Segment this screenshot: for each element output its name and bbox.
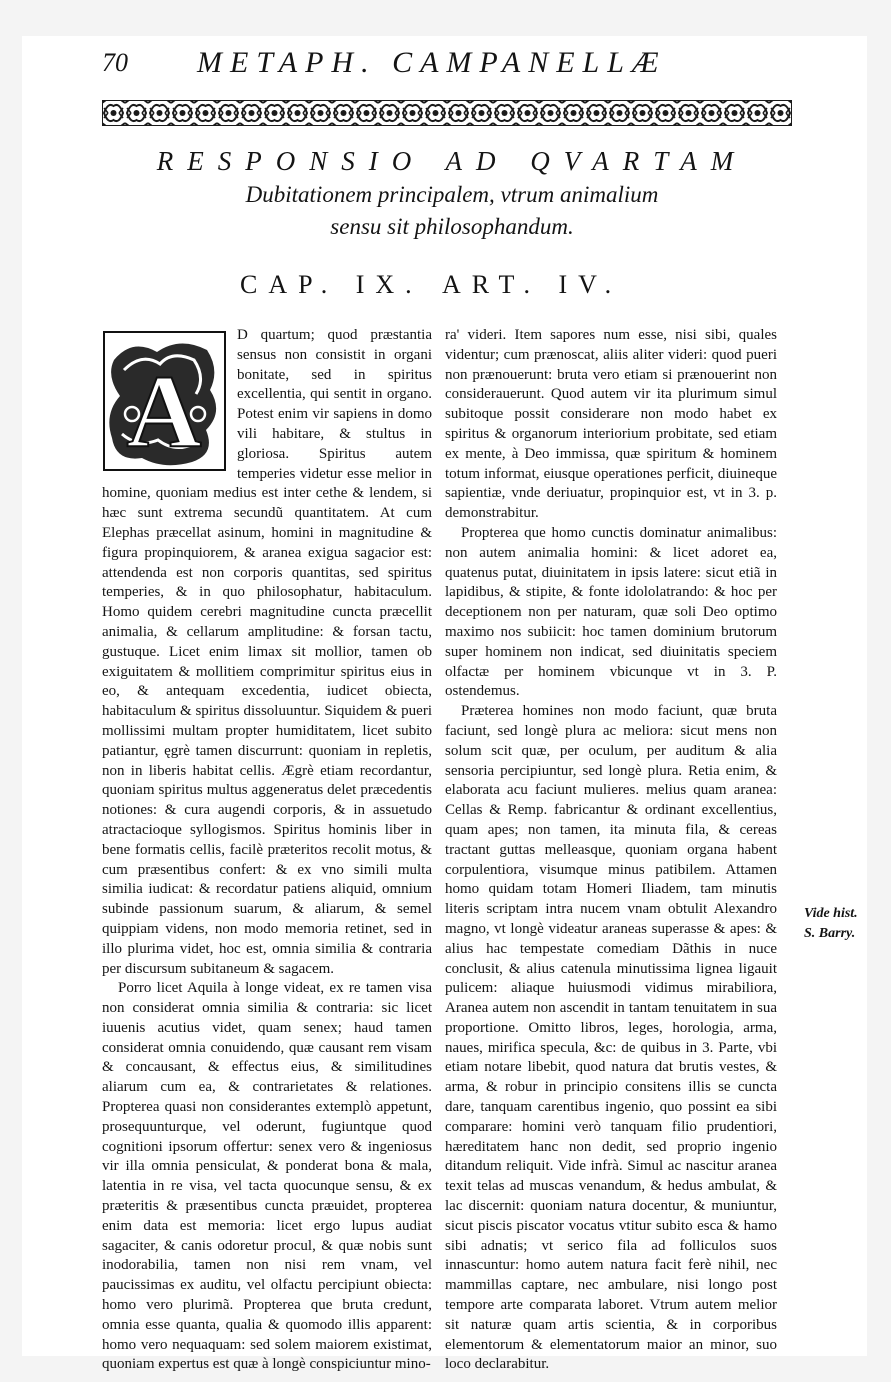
margin-note-line-2: S. Barry.	[804, 926, 856, 941]
initial-letter: A	[126, 354, 202, 469]
margin-note-line-1: Vide hist.	[804, 906, 858, 921]
section-title: RESPONSIO AD QVARTAM	[156, 146, 748, 176]
article-label: ART. IV.	[442, 270, 623, 299]
section-subtitle-line-2: sensu sit philosophandum.	[330, 214, 574, 239]
ornament-band	[102, 100, 792, 126]
left-paragraph-2: Porro licet Aquila à longe videat, ex re tamen visa non considerat omnia similia & contraria: sic licet iuuenis acutius videt, quam senex; haud tamen considerat omnia conuidendo, quæ causant rem visam & concausant, & effectus eius, & similitudines aliarum cum ea, & contrarietates & relationes. Propterea quasi non considerantes extemplò appetunt, prosequunturque, vel oderunt, fugiuntque quod cognitioni ipsorum offertur: senex vero & ingeniosus vir illa omnia pensiculat, & ponderat bona & mala, latentia in re visa, vel tacta quocunque sensu, & ex præteritis & præsentibus cuncta præuidet, propterea enim data est memoria: licet ergo lupus audiat sagaciter, & canis odoretur procul, & quæ nobis sunt inodorabilia, tamen non nisi rem vnam, vel paucissimas ex auditu, vel olfactu percipiunt obiecta: homo vero plurimã. Propterea que bruta credunt, omnia esse quanta, qualia & quomodo illis apparent: homo vero nequaquam: sed solem maiorem existimat, quoniam expertus est quæ à longè conspiciuntur mino-	[102, 980, 432, 1373]
right-paragraph-3: Præterea homines non modo faciunt, quæ bruta faciunt, sed longè plura ac meliora: sicut mens non solum scit quæ, per oculum, per auditum & alia sensoria percipiuntur, sed longè plura. Retia enim, & elaborata acu faciunt mulieres. melius quam aranea: Cellas & Remp. fabricantur & ordinant excellentius, quam apes; non tamen, ita minuta fila, & cereas tractant guttas melleasque, quoniam organa habent corpulentiora, visumque minus patibilem. Attamen homo quidam totam Homeri Iliadem, tam minutis literis scriptam intra nucem vnam obtulit Alexandro magno, vt longè videatur araneas superasse & apes: & alius hac tempestate comediam Dãthis in nuce conclusit, & alius catenula minutissima lignea ligauit pulicem: aliaque huiusmodi vidimus mirabiliora, Aranea autem non ascendit in tantam tenuitatem in sua proportione. Omitto libros, leges, horologia, arma, naues, mirifica specula, &c: de quibus in 3. Parte, vbi etiam notare libebit, quod natura dat brutis vestes, & arma, & robur in principio consitens illis se cuncta dare, tanquam carentibus ingenio, quo possint ea sibi comparare: homini verò tanquam filio prudentiori, hæreditatem hanc non dedit, sed proprio ingenio ditandum reliquit. Vide infrà. Simul ac nascitur aranea texit telas ad muscas venandum, & hedus ambulat, & lac discernit: quoniam natura docentur, & muniuntur, sicut piscis piscator vocatus vtitur subito esca & hamo sibi adnatis; vt serico fila ad folliculos suos innascuntur: homo autem natura facit ferè nihil, nec mammillas captare, nec ambulare, nisi longo post tempore arte comparata laboret. Vtrum autem melior sit naturæ quam artis scientia, & in corporibus elementorum & elementatorum maior an minor, suo loco declarabitur.	[445, 703, 777, 1373]
chapter-label: CAP. IX.	[240, 270, 423, 299]
margin-note	[804, 904, 874, 944]
section-subtitle-line-1: Dubitationem principalem, vtrum animalium	[245, 182, 659, 207]
right-paragraph-2: Propterea que homo cunctis dominatur animalibus: non autem animalia homini: & licet adoret ea, quatenus putat, diuinitatem in ipsis latere: sicut etiã in lapidibus, & stipite, & fonte idololatrando: & hoc per deceptionem non per naturam, quæ soli Deo optimo maximo nos subiicit: hoc tamen dominium brutorum super hominem non indicat, sed diuinitatis speciem olfactæ per hominem vbicunque vt in 3. P. ostendemus.	[445, 524, 777, 700]
page-number: 70	[102, 48, 128, 77]
running-head: METAPH. CAMPANELLÆ	[197, 46, 667, 79]
book-page	[22, 36, 867, 1373]
left-text-column	[102, 326, 432, 1373]
right-text-column	[445, 326, 777, 1373]
left-paragraph-1: D quartum; quod præstantia sensus non consistit in organi bonitate, sed in spiritus excellentia, qui sentit in organo. Potest enim vir sapiens in domo vili habitare, & stultus in gloriosa. Spiritus autem temperies videtur esse melior in homine, quoniam medius est inter cethe & lendem, si hæc sunt extrema secundũ quantitatem. At cum Elephas præcellat asinum, homini in magnitudine & figura propinquiorem, & aranea exigua sagacior est: attendenda est non corporis quantitas, sed spiritus temperies, & in quo philosophatur, habitaculum. Homo quidem cerebri magnitudine cuncta præcellit animalia, & cellarum amplitudine: & forsan tactu, gustuque. Licet enim limax sit mollior, tamen ob exiguitatem & mollitiem comprimitur spiritus eius in eo, & antequam excedentia, iudicet obiecta, habitaculum & spiritus dissoluuntur. Siquidem & pueri mollissimi multam propter humiditatem, licet subito patiantur, ęgrè tamen discurrunt: quoniam in repletis, non in liberis habitat cellis. Ægrè etiam recordantur, quoniam spiritus multus aggeneratus delet præcedentis notiones: & cura augendi corporis, & in assuetudo atractacioque syllogismos. Spiritus hominis liber in bene formatis cellis, facilè præteritos recolit motus, & cum præsentibus confert: & ex vno simili multa similia iudicat: & recordatur patiens aliquid, omnium subinde passionum suarum, & aliarum, & semel quippiam videns, non modo memoria retinet, sed in illo plurima videt, hoc est, omnia similia & contraria per discursum subitaneum & sagacem.	[102, 327, 432, 977]
right-paragraph-1: ra' videri. Item sapores num esse, nisi sibi, quales videntur; cum prænoscat, aliis aliter videri: quod pueri non prænouerunt: bruta vero etiam si prænouerint non considerauerunt. Quod autem vir ita plurimum simul subitoque possit considerare non modo habet ex spiritus & organorum interiorium probitate, sed etiam ex mente, à Deo immissa, quæ spiritum & hominem totum informat, eiusque operationes perficit, diuineque sapientiæ, vnde deriuatur, propinquior est, vt in 3. p. demonstrabitur.	[445, 327, 777, 522]
ornamental-initial-a	[102, 330, 227, 472]
